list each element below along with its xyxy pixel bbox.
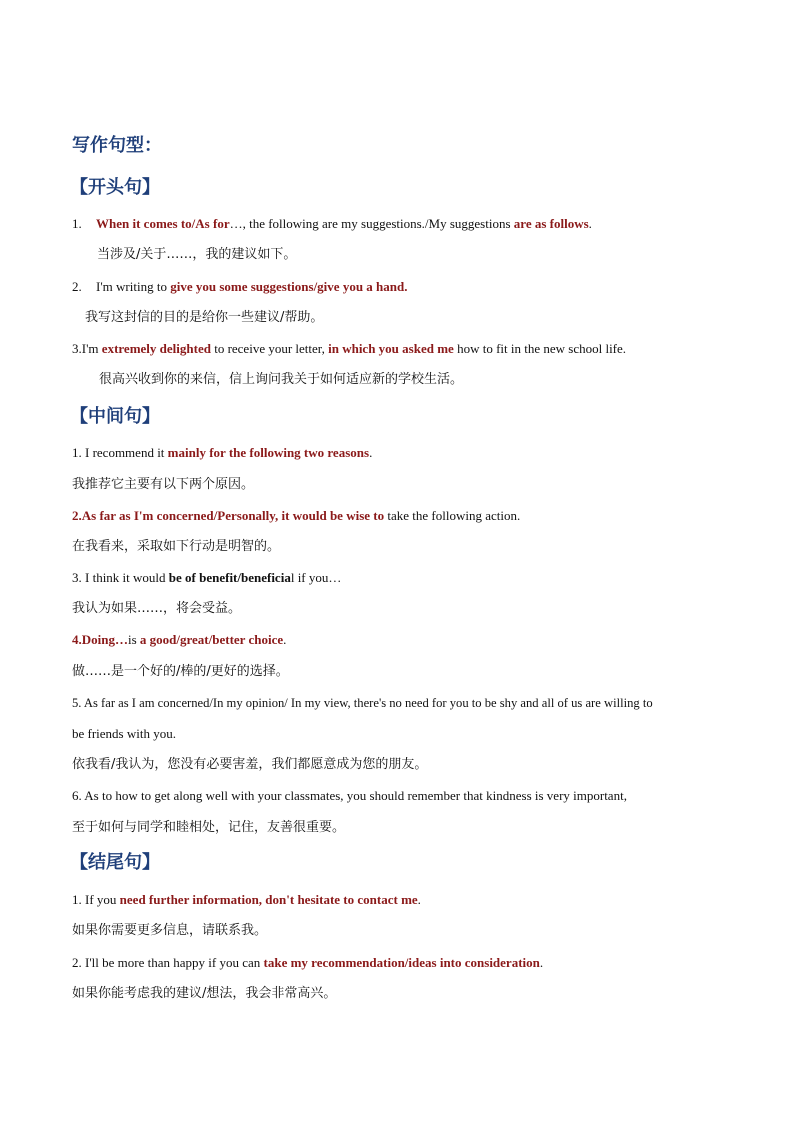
highlighted-phrase: are as follows [513,216,589,231]
sentence-text: …, the following are my suggestions./My suggestions [229,216,514,231]
highlighted-phrase: extremely delighted [101,341,211,356]
sentence-en [72,340,626,358]
sentence-parts [72,955,543,970]
sentence-parts [96,279,408,294]
sentence-text: I'm writing to [96,279,171,294]
sentence-cn: 依我看/我认为，您没有必要害羞，我们都愿意成为您的朋友。 [72,757,428,772]
sentence-text: . [369,445,373,460]
sentence-cn: 做……是一个好的/棒的/更好的选择。 [72,664,289,679]
highlighted-phrase: be of benefit/beneficia [168,570,291,585]
sentence-parts [72,696,653,710]
sentence-parts [72,892,421,907]
highlighted-phrase: mainly for the following two reasons [167,445,370,460]
item-number: 3. [72,341,82,356]
highlighted-phrase: give you some suggestions/give you a hand. [170,279,408,294]
highlighted-phrase: a good/great/better choice [139,632,284,647]
sentence-cn: 在我看来，采取如下行动是明智的。 [72,539,281,554]
sentence-en [72,631,286,649]
sentence-text: how to fit in the new school life. [453,341,627,356]
sentence-text: 1. If you [72,892,120,907]
highlighted-phrase: 2.As far as I'm concerned/Personally, it would be wise to [72,508,385,523]
item-number: 1. [72,216,82,231]
sentence-parts [96,216,592,231]
sentence-cn: 很高兴收到你的来信，信上询问我关于如何适应新的学校生活。 [99,372,464,387]
sentence-en-continued: be friends with you. [72,726,176,741]
sentence-cn: 如果你需要更多信息，请联系我。 [72,923,268,938]
sentence-parts [72,570,341,585]
sentence-cn: 我写这封信的目的是给你一些建议/帮助。 [85,310,324,325]
sentence-text: . [283,632,287,647]
sentence-en [72,569,341,587]
sentence-en [72,278,408,296]
sentence-text: I'm [81,341,102,356]
sentence-cn: 至于如何与同学和睦相处，记住，友善很重要。 [72,820,346,835]
sentence-parts [72,508,520,523]
highlighted-phrase: 4.Doing… [72,632,128,647]
sentence-text: 5. As far as I am concerned/In my opinion/ In my view, there's no need for you to be shy and all of us are willing to [72,696,653,710]
sentence-text: . [417,892,421,907]
section-heading-opening: 【开头句】 [70,177,160,198]
section-heading-middle: 【中间句】 [70,406,160,427]
sentence-text: l if you… [290,570,342,585]
highlighted-phrase: in which you asked me [328,341,454,356]
sentence-text: 2. I'll be more than happy if you can [72,955,264,970]
sentence-text: 3. I think it would [72,570,169,585]
sentence-cn: 我推荐它主要有以下两个原因。 [72,477,255,492]
sentence-en [72,507,520,525]
sentence-parts [72,788,627,803]
sentence-parts [82,341,626,356]
sentence-en [72,694,653,712]
sentence-parts [72,445,372,460]
sentence-text: 6. As to how to get along well with your classmates, you should remember that kindness is very important, [72,788,627,803]
sentence-en [72,954,543,972]
item-number: 2. [72,279,82,294]
sentence-cn: 当涉及/关于……，我的建议如下。 [97,247,297,262]
highlighted-phrase: When it comes to/As for [96,216,230,231]
sentence-text: is [127,632,140,647]
sentence-text: 1. I recommend it [72,445,168,460]
sentence-parts [72,632,286,647]
sentence-en [72,891,421,909]
sentence-text: to receive your letter, [210,341,329,356]
page-title: 写作句型： [72,135,162,156]
highlighted-phrase: need further information, don't hesitate to contact me [119,892,418,907]
sentence-en [72,215,592,233]
sentence-text: . [588,216,592,231]
sentence-cn: 我认为如果……，将会受益。 [72,601,242,616]
sentence-text: . [539,955,544,970]
sentence-text: take the following action. [384,508,521,523]
sentence-en [72,787,627,805]
sentence-en [72,444,372,462]
section-heading-closing: 【结尾句】 [70,852,160,873]
sentence-cn: 如果你能考虑我的建议/想法，我会非常高兴。 [72,986,337,1001]
highlighted-phrase: take my recommendation/ideas into consideration [263,955,540,970]
